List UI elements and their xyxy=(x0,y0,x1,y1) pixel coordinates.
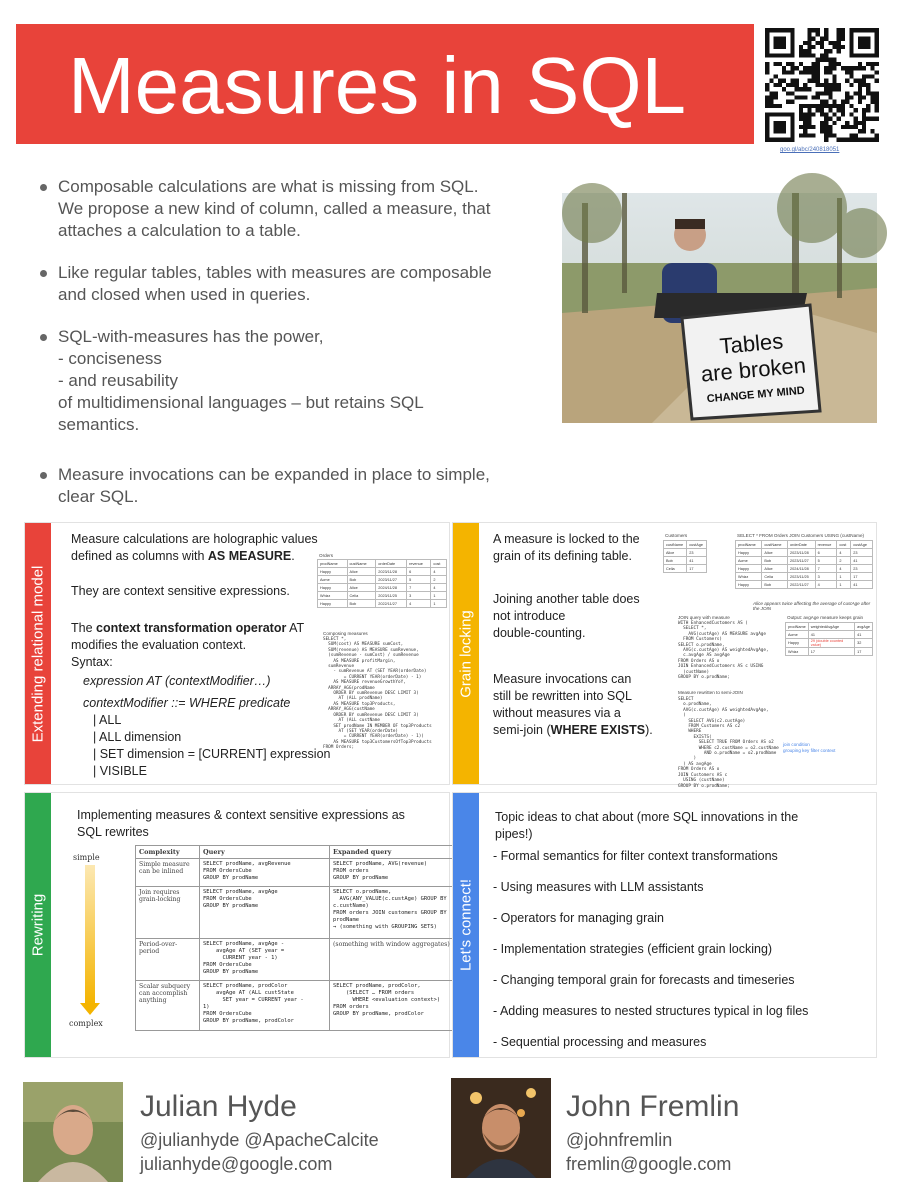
text-line: ). xyxy=(645,723,653,737)
bullet-power xyxy=(38,326,553,436)
table-cell: 4 xyxy=(431,584,447,592)
table-cell: Whizz xyxy=(786,648,809,656)
column-header: orderDate xyxy=(788,541,816,549)
topic-list xyxy=(493,849,873,1066)
table-row xyxy=(136,939,461,981)
text-line: pipes!) xyxy=(495,827,533,841)
panel-grain-locking xyxy=(452,522,877,789)
table-cell: 6 xyxy=(407,568,431,576)
list-item: - Sequential processing and measures xyxy=(493,1035,707,1049)
table-cell: SELECT prodName, avgAge - avgAge AT (SET year = CURRENT year - 1) FROM OrdersCube GROUP BY prodName xyxy=(200,939,330,981)
column-header: Expanded query xyxy=(330,846,461,859)
text-line: Joining another table does xyxy=(493,592,640,606)
rewriting-heading xyxy=(77,807,405,841)
keyword: AS MEASURE xyxy=(207,549,292,563)
table-cell: Period-over- period xyxy=(136,939,200,981)
meme-photo xyxy=(562,193,877,423)
customers-label: Customers xyxy=(665,533,688,538)
table-cell: Happy xyxy=(736,565,762,573)
table-header-row xyxy=(736,541,873,549)
join-query-label: JOIN query with measure xyxy=(678,615,730,620)
text-line: Implementing measures & context sensitive expressions as xyxy=(77,808,405,822)
composing-code: SELECT *, SUM(cost) AS MEASURE sumCost, SUM(revenue) AS MEASURE sumRevenue, (sumRevenue - sumCost) / sumRevenue AS MEASURE profitMargin, sumRevenue - sumRevenue AT (SET YEAR(orderDate) = CURRENT YEAR(orderDate) - 1) AS MEASURE revenueGrowthYoY, ARRAY_AGG(prodName ORDER BY sumRevenue DESC LIMIT 3) AT (ALL prodName) AS MEASURE top3Products, ARRAY_AGG(custName ORDER BY sumRevenue DESC LIMIT 3) AT (ALL custName SET prodName IN MEMBER OF top3Products AT (SET YEAR(orderDate) = CURRENT YEAR(orderDate) - 1)) AS MEASURE top3CustomersOfTop3Products FROM Orders; xyxy=(323,637,432,751)
column-header: weightedAvgAge xyxy=(808,623,854,631)
panel-tab-label: Grain locking xyxy=(457,609,475,698)
bullet-line: attaches a calculation to a table. xyxy=(58,221,301,240)
table-row xyxy=(736,565,873,573)
sign-line-2: are broken xyxy=(699,352,807,387)
table-cell: 5 xyxy=(407,576,431,584)
table-cell: 4 xyxy=(837,565,851,573)
text-line: Topic ideas to chat about (more SQL innovations in the xyxy=(495,810,799,824)
panel-tab-label: Let's connect! xyxy=(457,878,475,972)
extending-p2: They are context sensitive expressions. xyxy=(71,584,290,598)
table-cell: 2023/11/28 xyxy=(376,568,407,576)
table-row xyxy=(318,592,447,600)
table-cell: Acme xyxy=(318,576,348,584)
syntax-line-5: | SET dimension = [CURRENT] expression xyxy=(93,747,331,761)
intro-bullets xyxy=(38,176,553,528)
table-cell: Happy xyxy=(736,549,762,557)
table-row xyxy=(318,568,447,576)
table-cell: SELECT prodName, avgRevenue FROM OrdersCube GROUP BY prodName xyxy=(200,859,330,887)
table-cell: Scalar subquery can accomplish anything xyxy=(136,981,200,1031)
table-row xyxy=(786,648,873,656)
syntax-line-4: | ALL dimension xyxy=(93,730,182,744)
table-cell: 41 xyxy=(808,631,854,639)
orders-table-label: Orders xyxy=(319,553,334,558)
table-cell: 17 xyxy=(855,648,873,656)
list-item: - Operators for managing grain xyxy=(493,911,664,925)
table-cell: Happy xyxy=(786,639,809,648)
table-row xyxy=(736,581,873,589)
complexity-arrow-shaft xyxy=(85,865,95,1005)
complex-label: complex xyxy=(69,1019,103,1028)
bullet-closed xyxy=(38,262,553,306)
poster-title: Measures in SQL xyxy=(68,41,687,130)
table-cell: 2023/11/27 xyxy=(788,557,816,565)
table-cell: Alice xyxy=(762,549,788,557)
column-header: Complexity xyxy=(136,846,200,859)
table-cell: 3 xyxy=(815,573,837,581)
table-cell: 4 xyxy=(815,581,837,589)
table-cell: Join requires grain-locking xyxy=(136,887,200,939)
panel-lets-connect xyxy=(452,792,877,1058)
bullet-line: semantics. xyxy=(58,415,140,434)
table-cell: Bob xyxy=(347,576,376,584)
bullet-line: and closed when used in queries. xyxy=(58,285,311,304)
bullet-line: Like regular tables, tables with measures are composable xyxy=(58,263,492,282)
table-cell: 2023/11/28 xyxy=(788,549,816,557)
text-line: defined as columns with xyxy=(71,549,208,563)
table-cell: 23 xyxy=(851,565,873,573)
table-cell: Bob xyxy=(762,557,788,565)
bullet-line: Composable calculations are what is missing from SQL. xyxy=(58,177,479,196)
output-table xyxy=(785,622,873,656)
table-row xyxy=(736,573,873,581)
table-cell: 4 xyxy=(837,549,851,557)
text-line: double-counting. xyxy=(493,626,586,640)
table-cell: (something with window aggregates) xyxy=(330,939,461,981)
table-row xyxy=(318,576,447,584)
table-cell: Whizz xyxy=(318,592,348,600)
table-header-row xyxy=(136,846,461,859)
table-cell: Happy xyxy=(736,581,762,589)
rewrite-label: Measure rewritten to semi-JOIN xyxy=(678,690,743,695)
author-handle: @johnfremlin xyxy=(566,1130,673,1150)
list-item: - Adding measures to nested structures typical in log files xyxy=(493,1004,809,1018)
grain-p2 xyxy=(493,591,640,642)
grain-p3 xyxy=(493,671,653,739)
table-cell: Alice xyxy=(762,565,788,573)
panel-tab xyxy=(25,523,51,784)
rewrite-note-join: join condition xyxy=(783,742,810,747)
table-cell: 17 xyxy=(851,573,873,581)
list-item: - Implementation strategies (efficient grain locking) xyxy=(493,942,773,956)
keyword: WHERE EXISTS xyxy=(550,723,646,737)
column-header: custName xyxy=(762,541,788,549)
author-email[interactable]: fremlin@google.com xyxy=(566,1154,732,1174)
column-header: cost xyxy=(837,541,851,549)
table-row xyxy=(664,549,707,557)
join-query-code: WITH EnhancedCustomers AS ( SELECT *, AVG(custAge) AS MEASURE avgAge FROM Customers) SELECT o.prodName, AVG(c.custAge) AS weightedAvgAge, c.avgAge AS avgAge FROM Orders AS o JOIN EnhancedCustomers AS c USING (custName) GROUP BY o.prodName; xyxy=(678,621,769,681)
table-cell: 2024/11/28 xyxy=(376,584,407,592)
table-header-row xyxy=(318,560,447,568)
bullet-line: of multidimensional languages – but retains SQL xyxy=(58,393,424,412)
text-line: grain of its defining table. xyxy=(493,549,632,563)
list-item: - Using measures with LLM assistants xyxy=(493,880,704,894)
text-line: The xyxy=(71,621,97,635)
table-cell: Alice xyxy=(664,549,687,557)
table-cell: 4 xyxy=(407,600,431,608)
table-header-row xyxy=(786,623,873,631)
bullet-line: - conciseness xyxy=(58,349,162,368)
composing-label: Composing measures xyxy=(323,631,368,636)
table-row xyxy=(318,584,447,592)
table-cell: 1 xyxy=(837,573,851,581)
bullet-expand xyxy=(38,464,553,508)
syntax-label: Syntax: xyxy=(71,655,113,669)
table-cell: 41 xyxy=(855,631,873,639)
table-cell: Happy xyxy=(318,584,348,592)
table-cell: Happy xyxy=(318,600,348,608)
table-cell: Celia xyxy=(347,592,376,600)
table-cell: SELECT prodName, prodColor, (SELECT … FROM orders WHERE <evaluation context>) FROM orders GROUP BY prodName, prodColor xyxy=(330,981,461,1031)
table-cell: Simple measure can be inlined xyxy=(136,859,200,887)
panel-tab-label: Rewriting xyxy=(29,893,47,957)
table-cell: 23 xyxy=(687,549,707,557)
table-cell: 2022/11/27 xyxy=(376,600,407,608)
table-cell: Acme xyxy=(736,557,762,565)
panel-rewriting xyxy=(24,792,450,1058)
table-cell: 1 xyxy=(431,592,447,600)
list-item: - Changing temporal grain for forecasts and timeseries xyxy=(493,973,795,987)
table-cell: 41 xyxy=(687,557,707,565)
text-line: A measure is locked to the xyxy=(493,532,640,546)
table-cell: 17 xyxy=(808,648,854,656)
table-row xyxy=(736,549,873,557)
output-label: Output: avgAge measure keeps grain xyxy=(787,615,864,620)
table-cell: 1 xyxy=(431,600,447,608)
join-table xyxy=(735,540,873,589)
grain-p1 xyxy=(493,531,640,565)
text-line: SQL rewrites xyxy=(77,825,149,839)
extending-p3 xyxy=(71,620,304,671)
table-cell: 23 xyxy=(851,549,873,557)
table-row xyxy=(786,639,873,648)
avatar xyxy=(23,1082,123,1182)
table-cell: Acme xyxy=(786,631,809,639)
table-row xyxy=(136,887,461,939)
sign-line-1: Tables xyxy=(718,328,785,359)
table-row xyxy=(318,600,447,608)
keyword: context transformation operator xyxy=(96,621,287,635)
table-cell: Bob xyxy=(664,557,687,565)
bullet-line: Measure invocations can be expanded in place to simple, xyxy=(58,465,490,484)
sign-line-3: CHANGE MY MIND xyxy=(706,384,806,406)
text-line: Measure calculations are holographic values xyxy=(71,532,318,546)
table-cell: Bob xyxy=(762,581,788,589)
join-note: Alice appears twice affecting the average of custAge after the JOIN xyxy=(753,601,871,611)
column-header: prodName xyxy=(318,560,348,568)
connect-heading xyxy=(495,809,798,843)
text-line: . xyxy=(291,549,295,563)
qr-link[interactable]: goo.gl/abc/240818051 xyxy=(780,147,840,153)
table-header-row xyxy=(664,541,707,549)
text-line: Measure invocations can xyxy=(493,672,632,686)
column-header: custName xyxy=(664,541,687,549)
table-cell: Celia xyxy=(762,573,788,581)
table-cell: SELECT prodName, prodColor avgAge AT (ALL custState SET year = CURRENT year - 1) FROM OrdersCube GROUP BY prodName, prodColor xyxy=(200,981,330,1031)
text-line: modifies the evaluation context. xyxy=(71,638,247,652)
table-row xyxy=(786,631,873,639)
author-handle: @julianhyde @ApacheCalcite xyxy=(140,1130,379,1150)
table-cell: SELECT o.prodName, AVG(ANY_VALUE(c.custAge) GROUP BY c.custName) FROM orders JOIN customers GROUP BY prodName → (something with GROUPING SETS) xyxy=(330,887,461,939)
table-row xyxy=(136,981,461,1031)
table-cell: 5 xyxy=(815,557,837,565)
avatar xyxy=(451,1078,551,1178)
column-header: prodName xyxy=(736,541,762,549)
panel-extending-model xyxy=(24,522,450,785)
table-cell: 3 xyxy=(407,592,431,600)
table-cell: Bob xyxy=(347,600,376,608)
table-cell: SELECT prodName, AVG(revenue) FROM orders GROUP BY prodName xyxy=(330,859,461,887)
column-header: custAge xyxy=(851,541,873,549)
table-cell: 2023/11/27 xyxy=(376,576,407,584)
bullet-line: SQL-with-measures has the power, xyxy=(58,327,324,346)
table-cell: 2 xyxy=(837,557,851,565)
table-cell: SELECT prodName, avgAge FROM OrdersCube GROUP BY prodName xyxy=(200,887,330,939)
panel-tab xyxy=(453,523,479,784)
text-line: without measures via a xyxy=(493,706,621,720)
bullet-composable xyxy=(38,176,553,242)
table-cell: 7 xyxy=(815,565,837,573)
rewrite-table xyxy=(135,845,461,1031)
table-cell: 2024/11/28 xyxy=(788,565,816,573)
column-header: orderDate xyxy=(376,560,407,568)
column-header: custName xyxy=(347,560,376,568)
table-cell: 41 xyxy=(851,581,873,589)
rewrite-code: SELECT o.prodName, AVG(c.custAge) AS weightedAvgAge, ( SELECT AVG(c2.custAge) FROM Customers AS c2 WHERE EXISTS( SELECT TRUE FROM Orders AS o2 WHERE c2.custName = o2.custName AND o.prodName = o2.prodName ) ) AS avgAge FROM Orders AS o JOIN Customers AS c USING (custName) GROUP BY o.prodName; xyxy=(678,697,779,789)
column-header: cost xyxy=(431,560,447,568)
arrow-down-icon xyxy=(80,1003,100,1015)
table-cell: 2023/11/25 xyxy=(788,573,816,581)
bullet-line: clear SQL. xyxy=(58,487,139,506)
author-email[interactable]: julianhyde@google.com xyxy=(140,1154,333,1174)
table-cell: 41 xyxy=(851,557,873,565)
table-row xyxy=(664,557,707,565)
table-cell: 2023/11/25 xyxy=(376,592,407,600)
table-cell: 1 xyxy=(837,581,851,589)
table-row xyxy=(736,557,873,565)
text-line: AT xyxy=(286,621,305,635)
simple-label: simple xyxy=(73,853,100,862)
qr-code[interactable] xyxy=(760,24,884,146)
table-cell: Celia xyxy=(664,565,687,573)
syntax-line-2: contextModifier ::= WHERE predicate xyxy=(83,696,291,710)
table-cell: Alice xyxy=(347,568,376,576)
table-cell: Whizz xyxy=(736,573,762,581)
text-line: not introduce xyxy=(493,609,566,623)
extending-p1 xyxy=(71,531,318,565)
title-banner xyxy=(16,24,754,144)
table-cell: 4 xyxy=(431,568,447,576)
column-header: custAge xyxy=(687,541,707,549)
table-cell: 2 xyxy=(431,576,447,584)
panel-tab xyxy=(453,793,479,1057)
table-row xyxy=(664,565,707,573)
rewrite-note-grouping: grouping key filter context xyxy=(783,748,836,753)
table-cell: 7 xyxy=(407,584,431,592)
syntax-line-3: | ALL xyxy=(93,713,122,727)
author-name: Julian Hyde xyxy=(140,1090,297,1123)
table-cell: 32 xyxy=(855,639,873,648)
table-cell: Happy xyxy=(318,568,348,576)
table-cell: 6 xyxy=(815,549,837,557)
panel-tab-label: Extending relational model xyxy=(29,565,47,742)
syntax-line-1: expression AT (contextModifier…) xyxy=(83,674,271,688)
customers-table xyxy=(663,540,707,573)
column-header: prodName xyxy=(786,623,809,631)
text-line: still be rewritten into SQL xyxy=(493,689,632,703)
column-header: revenue xyxy=(815,541,837,549)
column-header: avgAge xyxy=(855,623,873,631)
bullet-line: - and reusability xyxy=(58,371,179,390)
text-line: semi-join ( xyxy=(493,723,551,737)
author-name: John Fremlin xyxy=(566,1090,740,1123)
column-header: revenue xyxy=(407,560,431,568)
table-row xyxy=(136,859,461,887)
table-cell: 29 (double counted value) xyxy=(808,639,854,648)
syntax-line-6: | VISIBLE xyxy=(93,764,147,778)
table-cell: Alice xyxy=(347,584,376,592)
table-cell: 17 xyxy=(687,565,707,573)
panel-tab xyxy=(25,793,51,1057)
bullet-line: We propose a new kind of column, called a measure, that xyxy=(58,199,491,218)
join-table-label: SELECT * FROM Orders JOIN Customers USING (custName) xyxy=(737,533,865,538)
table-cell: 2022/11/27 xyxy=(788,581,816,589)
column-header: Query xyxy=(200,846,330,859)
orders-table xyxy=(317,559,447,608)
list-item: - Formal semantics for filter context transformations xyxy=(493,849,778,863)
